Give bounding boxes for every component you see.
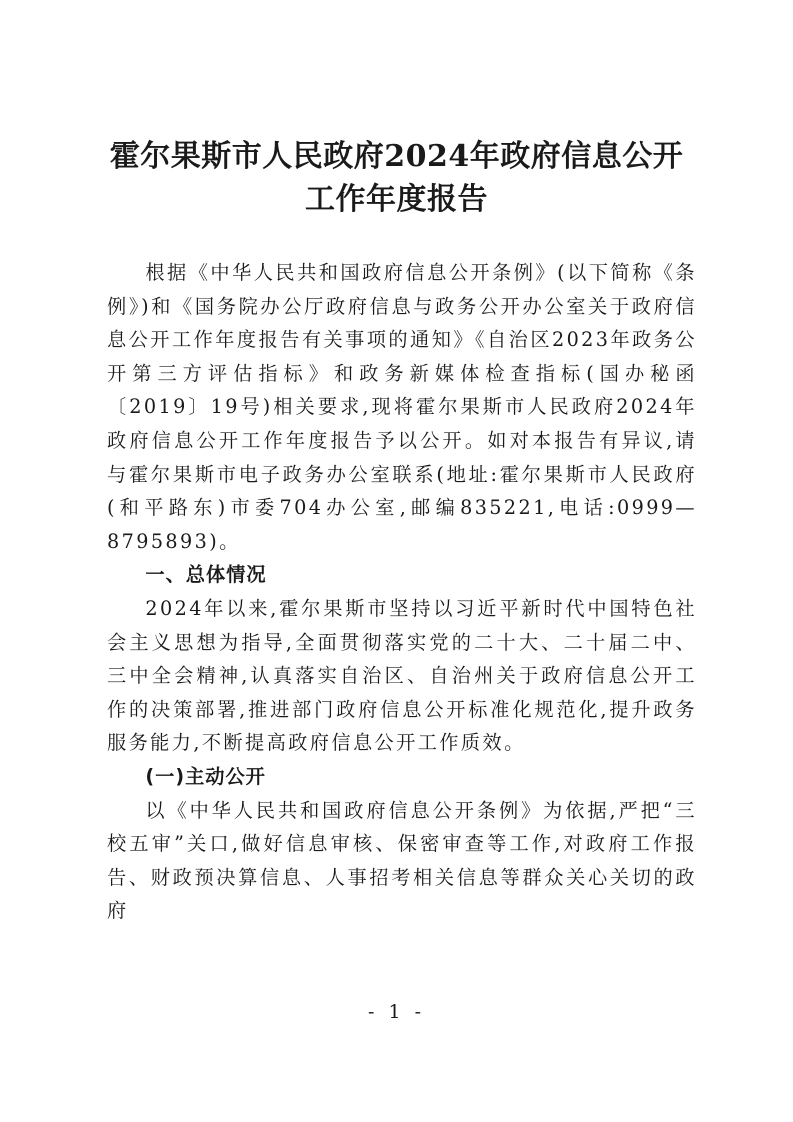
- report-title-line-2: 工作年度报告: [305, 182, 488, 217]
- section-heading-overview: 一、总体情况: [145, 563, 267, 587]
- page-number: - 1 -: [367, 1001, 425, 1023]
- proactive-disclosure-paragraph: 以《中华人民共和国政府信息公开条例》为依据,严把“三校五审”关口,做好信息审核、保密审查等工作,对政府工作报告、财政预决算信息、人事招考相关信息等群众关心关切的政府: [107, 798, 697, 923]
- report-body: [107, 256, 697, 928]
- overview-paragraph: 2024年以来,霍尔果斯市坚持以习近平新时代中国特色社会主义思想为指导,全面贯彻落实党的二十大、二十届二中、三中全会精神,认真落实自治区、自治州关于政府信息公开工作的决策部署,推进部门政府信息公开标准化规范化,提升政务服务能力,不断提高政府信息公开工作质效。: [107, 596, 697, 755]
- intro-paragraph: 根据《中华人民共和国政府信息公开条例》(以下简称《条例》)和《国务院办公厅政府信息与政务公开办公室关于政府信息公开工作年度报告有关事项的通知》《自治区2023年政务公开第三方评估指标》和政务新媒体检查指标(国办秘函〔2019〕19号)相关要求,现将霍尔果斯市人民政府2024年政府信息公开工作年度报告予以公开。如对本报告有异议,请与霍尔果斯市电子政务办公室联系(地址:霍尔果斯市人民政府(和平路东)市委704办公室,邮编835221,电话:0999—8795893)。: [107, 261, 697, 553]
- report-title-line-1: 霍尔果斯市人民政府2024年政府信息公开: [109, 139, 684, 174]
- subsection-heading-proactive-disclosure: (一)主动公开: [145, 764, 266, 788]
